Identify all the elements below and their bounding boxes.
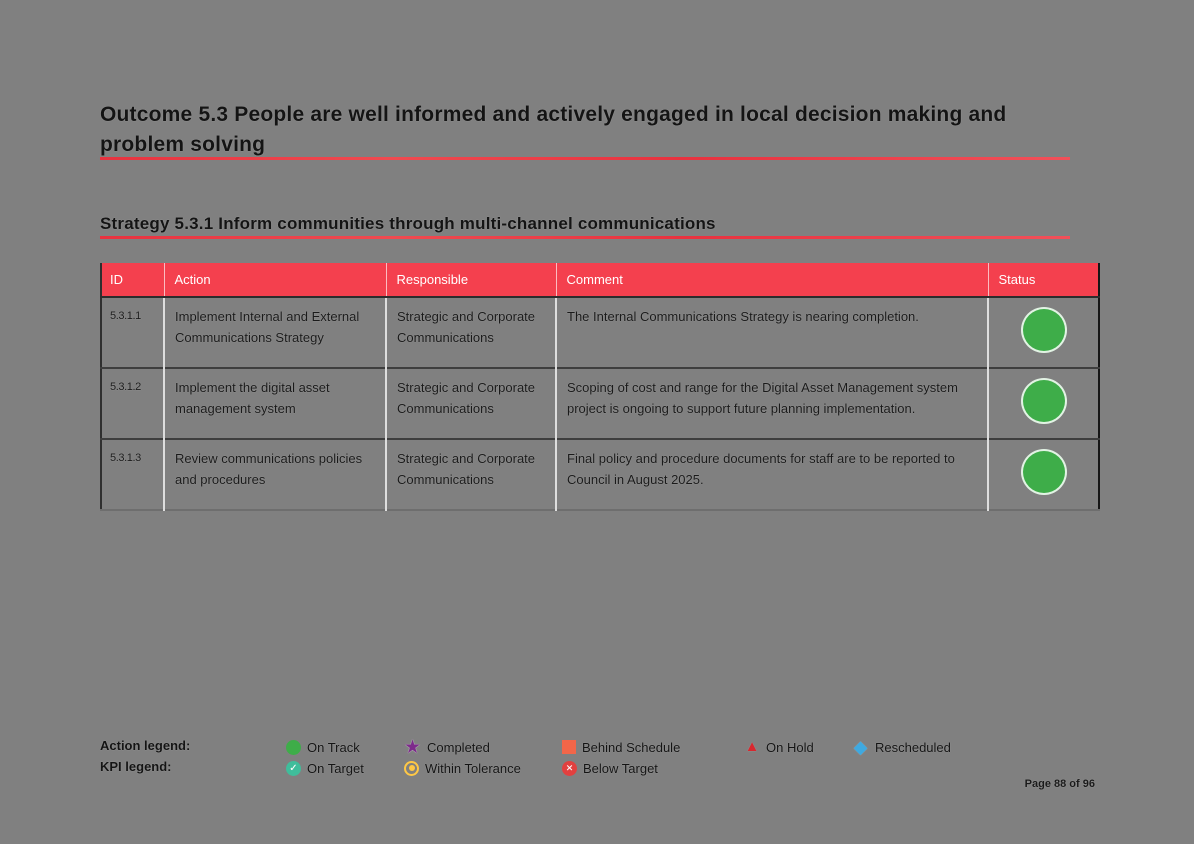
status-on-track-icon xyxy=(1021,307,1067,353)
legend-item xyxy=(404,758,521,778)
row-action: Implement the digital asset management system xyxy=(175,380,330,416)
row-id: 5.3.1.2 xyxy=(110,381,141,393)
legend-item xyxy=(404,737,490,757)
legend-item-label: Rescheduled xyxy=(875,739,951,755)
kpi-legend-row xyxy=(100,758,1100,778)
cell-action xyxy=(164,297,386,368)
column-header-responsible: Responsible xyxy=(386,263,556,297)
cell-action xyxy=(164,439,386,510)
row-id: 5.3.1.3 xyxy=(110,452,141,464)
action-legend-label: Action legend: xyxy=(100,738,191,753)
cell-id xyxy=(101,368,164,439)
cell-status xyxy=(988,439,1099,510)
legend-item-label: On Track xyxy=(307,739,360,755)
row-comment: The Internal Communications Strategy is nearing completion. xyxy=(567,309,919,324)
cell-comment xyxy=(556,368,988,439)
legend-item xyxy=(852,737,951,757)
table-row xyxy=(101,368,1099,439)
table-row xyxy=(101,297,1099,368)
cell-comment xyxy=(556,439,988,510)
cell-responsible xyxy=(386,439,556,510)
legend-item-label: Behind Schedule xyxy=(582,739,681,755)
row-responsible: Strategic and Corporate Communications xyxy=(397,309,536,345)
cell-comment xyxy=(556,297,988,368)
outcome-heading: Outcome 5.3 People are well informed and actively engaged in local decision making and problem solving xyxy=(100,103,1007,156)
row-comment: Scoping of cost and range for the Digital Asset Management system project is ongoing to support future planning implementation. xyxy=(567,380,958,416)
legend-item-label: Completed xyxy=(427,739,490,755)
status-on-track-icon xyxy=(1021,378,1067,424)
cell-id xyxy=(101,297,164,368)
circle-x-icon xyxy=(562,761,577,776)
column-header-id: ID xyxy=(101,263,164,297)
row-responsible: Strategic and Corporate Communications xyxy=(397,380,536,416)
strategy-heading-underline xyxy=(100,236,1070,239)
row-action: Implement Internal and External Communications Strategy xyxy=(175,309,360,345)
table-header-row xyxy=(101,263,1099,297)
kpi-legend-label: KPI legend: xyxy=(100,759,172,774)
row-comment: Final policy and procedure documents for staff are to be reported to Council in August 2025. xyxy=(567,451,955,487)
cell-id xyxy=(101,439,164,510)
column-header-comment: Comment xyxy=(556,263,988,297)
legend-item-label: Within Tolerance xyxy=(425,760,521,776)
circle-icon xyxy=(286,740,301,755)
action-legend-row xyxy=(100,737,1100,757)
bullseye-icon xyxy=(404,761,419,776)
star-icon xyxy=(404,739,421,756)
status-on-track-icon xyxy=(1021,449,1067,495)
outcome-heading-underline xyxy=(100,157,1070,160)
cell-status xyxy=(988,297,1099,368)
circle-check-icon xyxy=(286,761,301,776)
triangle-icon xyxy=(744,739,760,755)
cell-responsible xyxy=(386,368,556,439)
column-header-action: Action xyxy=(164,263,386,297)
square-icon xyxy=(562,740,576,754)
legend-item-label: Below Target xyxy=(583,760,658,776)
actions-table xyxy=(100,263,1100,511)
column-header-status: Status xyxy=(988,263,1099,297)
cell-status xyxy=(988,368,1099,439)
cell-action xyxy=(164,368,386,439)
diamond-icon xyxy=(852,739,869,756)
table-row xyxy=(101,439,1099,510)
legend-item xyxy=(744,737,814,757)
row-id: 5.3.1.1 xyxy=(110,310,141,322)
cell-responsible xyxy=(386,297,556,368)
legend-item xyxy=(286,758,364,778)
legend-item-label: On Hold xyxy=(766,739,814,755)
legend-item-label: On Target xyxy=(307,760,364,776)
legend-item xyxy=(562,758,658,778)
page-number: Page 88 of 96 xyxy=(1024,778,1095,790)
strategy-heading: Strategy 5.3.1 Inform communities through multi-channel communications xyxy=(100,214,716,233)
legend-item xyxy=(286,737,360,757)
row-action: Review communications policies and procedures xyxy=(175,451,363,487)
row-responsible: Strategic and Corporate Communications xyxy=(397,451,536,487)
legend-item xyxy=(562,737,680,757)
